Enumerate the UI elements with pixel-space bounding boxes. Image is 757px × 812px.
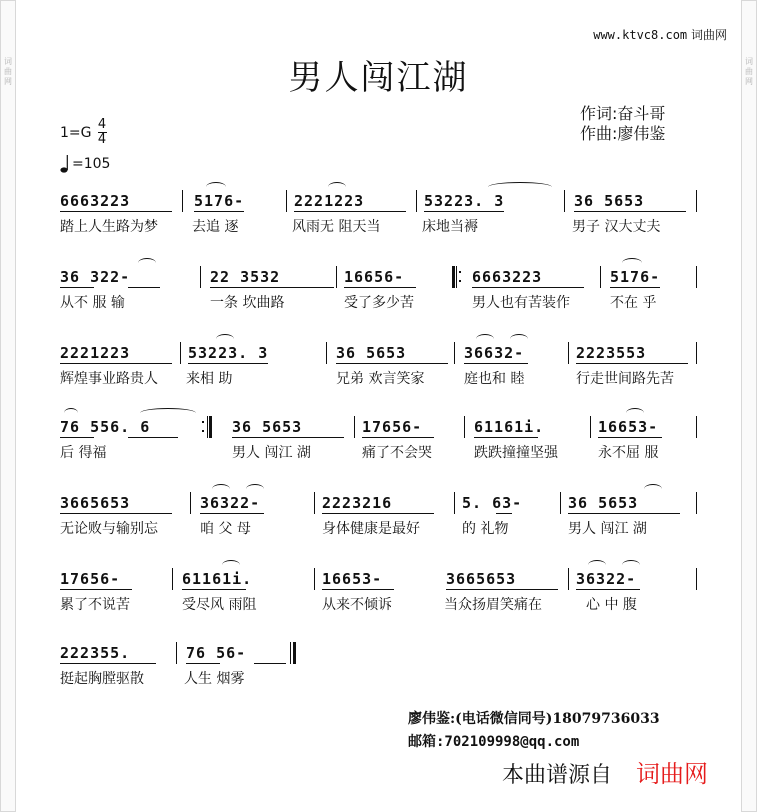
notation-measure: 5176- [194, 192, 245, 210]
composer-credit: 作曲:廖伟鉴 [580, 124, 666, 143]
notation-measure: 36322- [200, 494, 261, 512]
score-line-5 [60, 488, 700, 536]
notation-measure: 2223216 [322, 494, 393, 512]
lyric-segment: 一条 坎曲路 [210, 295, 285, 311]
lyric-segment: 的 礼物 [462, 521, 509, 537]
lyric-segment: 受了多少苦 [344, 295, 414, 311]
notation-measure: 16656- [344, 268, 405, 286]
lyric-segment: 身体健康是最好 [322, 521, 420, 537]
lyric-segment: 男人 闯江 湖 [568, 521, 647, 537]
time-signature [98, 118, 107, 147]
quarter-note-icon [60, 154, 70, 174]
credits [580, 104, 665, 144]
right-watermark-strip [741, 0, 757, 812]
lyric-segment: 跌跌撞撞坚强 [474, 445, 558, 461]
notation-measure: 16653- [598, 418, 659, 436]
notation-measure: 36 5653 [336, 344, 407, 362]
watermark-left: 词曲网 [3, 57, 13, 87]
notation-measure: 5176- [610, 268, 661, 286]
lyric-segment: 辉煌事业路贵人 [60, 371, 158, 387]
score-line-4 [60, 412, 700, 460]
contact-info [408, 708, 660, 754]
lyric-segment: 风雨无 阻天当 [292, 219, 381, 235]
notation-measure: 36 5653 [574, 192, 645, 210]
song-title: 男人闯江湖 [288, 58, 469, 98]
lyric-segment: 不在 乎 [610, 295, 657, 311]
notation-measure: 36322- [576, 570, 637, 588]
notation-measure: 2221223 [60, 344, 131, 362]
notation-measure: 2223553 [576, 344, 647, 362]
site-header [593, 26, 727, 43]
tempo-marking [60, 154, 110, 174]
contact-email[interactable]: 邮箱:702109998@qq.com [408, 734, 580, 750]
site-name: 词曲网 [690, 28, 727, 42]
lyric-segment: 后 得福 [60, 445, 107, 461]
source-credit [502, 754, 708, 789]
lyric-segment: 男人 闯江 湖 [232, 445, 311, 461]
score-line-3 [60, 338, 700, 386]
time-beats: 4 [97, 117, 107, 132]
lyric-segment: 行走世间路先苦 [576, 371, 674, 387]
notation-measure: 2221223 [294, 192, 365, 210]
source-brand-link[interactable]: 词曲网 [636, 760, 709, 788]
watermark-right: 词曲网 [744, 57, 754, 87]
notation-measure: 61161i. [182, 570, 253, 588]
lyric-segment: 挺起胸膛驱散 [60, 671, 144, 687]
lyric-segment: 当众扬眉笑痛在 [444, 597, 542, 613]
notation-measure: 61161i. [474, 418, 545, 436]
lyric-segment: 男子 汉大丈夫 [572, 219, 661, 235]
lyric-segment: 痛了不会哭 [362, 445, 432, 461]
notation-measure: 3665653 [446, 570, 517, 588]
tempo-value: =105 [72, 156, 111, 172]
notation-measure: 76 56- [186, 644, 247, 662]
notation-measure: 22 3532 [210, 268, 281, 286]
lyric-segment: 咱 父 母 [200, 521, 251, 537]
notation-measure: 53223. 3 [424, 192, 505, 210]
site-url[interactable]: www.ktvc8.com [593, 28, 688, 42]
contact-phone: 廖伟鉴:(电话微信同号)18079736033 [408, 711, 660, 727]
notation-measure: 17656- [60, 570, 121, 588]
lyric-segment: 床地当褥 [422, 219, 478, 235]
score-line-1 [60, 186, 700, 234]
notation-measure: 16653- [322, 570, 383, 588]
lyric-segment: 无论败与输别忘 [60, 521, 158, 537]
left-watermark-strip [0, 0, 16, 812]
notation-measure: 36 322- [60, 268, 131, 286]
notation-measure: 76 556. 6 [60, 418, 151, 436]
lyric-segment: 永不屈 服 [598, 445, 659, 461]
notation-measure: 17656- [362, 418, 423, 436]
notation-measure: 36 5653 [232, 418, 303, 436]
lyric-segment: 受尽风 雨阻 [182, 597, 257, 613]
lyric-segment: 从来不倾诉 [322, 597, 392, 613]
lyric-segment: 去追 逐 [192, 219, 239, 235]
score-line-6 [60, 564, 700, 612]
notation-measure: 36632- [464, 344, 525, 362]
notation-measure: 53223. 3 [188, 344, 269, 362]
lyric-segment: 从不 服 输 [60, 295, 125, 311]
notation-measure: 6663223 [472, 268, 543, 286]
lyric-segment: 兄弟 欢言笑家 [336, 371, 425, 387]
lyricist-credit: 作词:奋斗哥 [580, 104, 666, 123]
lyric-segment: 踏上人生路为梦 [60, 219, 158, 235]
notation-measure: 3665653 [60, 494, 131, 512]
time-unit: 4 [97, 132, 107, 147]
key-label: 1=G [60, 124, 92, 141]
lyric-segment: 庭也和 睦 [464, 371, 525, 387]
key-signature [60, 118, 107, 147]
lyric-segment: 人生 烟雾 [184, 671, 245, 687]
notation-measure: 222355. [60, 644, 131, 662]
lyric-segment: 来相 助 [186, 371, 233, 387]
notation-measure: 6663223 [60, 192, 131, 210]
score-line-7 [60, 638, 700, 686]
source-label: 本曲谱源自 [502, 763, 613, 788]
lyric-segment: 男人也有苦装作 [472, 295, 570, 311]
notation-measure: 5. 63- [462, 494, 523, 512]
lyric-segment: 累了不说苦 [60, 597, 130, 613]
lyric-segment: 心 中 腹 [586, 597, 637, 613]
notation-measure: 36 5653 [568, 494, 639, 512]
score-line-2 [60, 262, 700, 310]
